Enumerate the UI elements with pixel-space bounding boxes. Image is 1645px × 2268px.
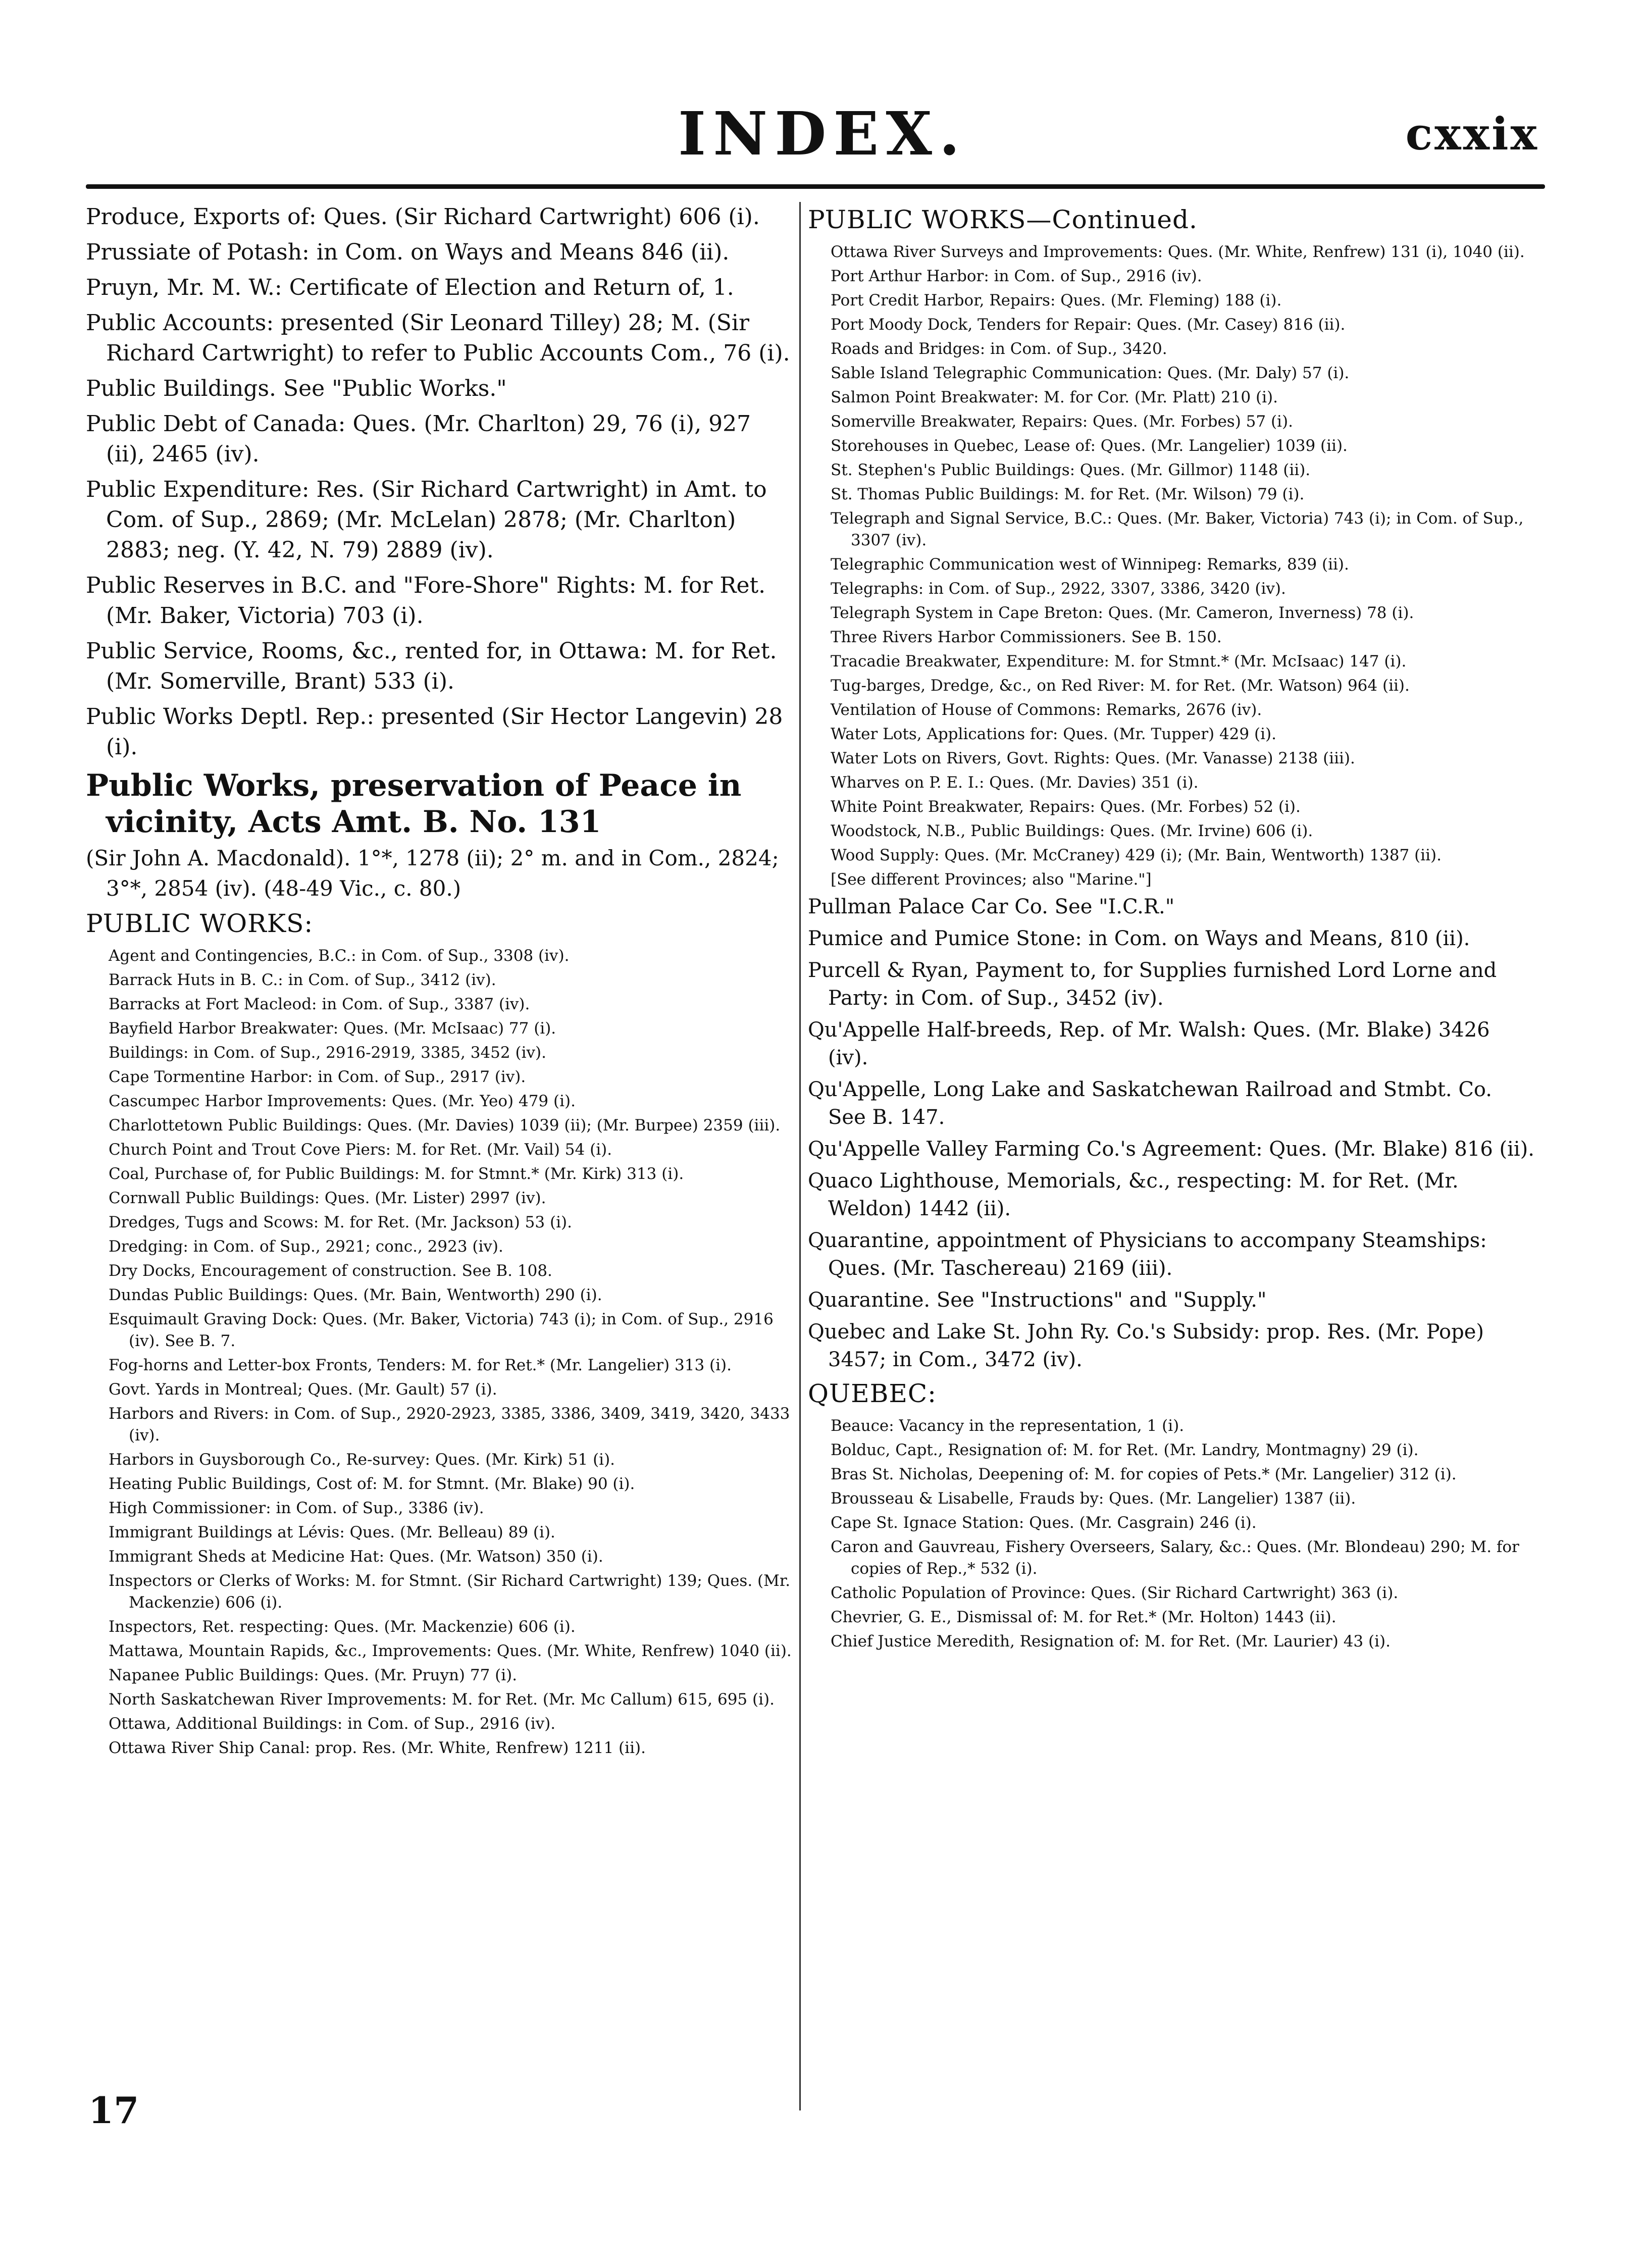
index-entry: Qu'Appelle, Long Lake and Saskatchewan Railroad and Stmbt. Co. See B. 147. [808, 1078, 1493, 1129]
list-item: Chevrier, G. E., Dismissal of: M. for Ret.* (Mr. Holton) 1443 (ii). [831, 1608, 1336, 1626]
index-entry: Purcell & Ryan, Payment to, for Supplies furnished Lord Lorne and Party: in Com. of Sup., 3452 (iv). [808, 959, 1497, 1010]
list-item: Harbors and Rivers: in Com. of Sup., 2920-2923, 3385, 3386, 3409, 3419, 3420, 3433 (iv). [109, 1405, 790, 1445]
list-item: Mattawa, Mountain Rapids, &c., Improvements: Ques. (Mr. White, Renfrew) 1040 (ii). [109, 1642, 792, 1660]
quebec-list [808, 1415, 1535, 1653]
list-item: Inspectors, Ret. respecting: Ques. (Mr. Mackenzie) 606 (i). [109, 1618, 576, 1636]
signature-mark: 17 [88, 2089, 139, 2132]
index-entry: Pumice and Pumice Stone: in Com. on Ways and Means, 810 (ii). [808, 927, 1470, 950]
list-item: Telegraphs: in Com. of Sup., 2922, 3307, 3386, 3420 (iv). [831, 580, 1286, 598]
index-entry: Public Debt of Canada: Ques. (Mr. Charlton) 29, 76 (i), 927 (ii), 2465 (iv). [86, 411, 751, 467]
list-item: Tug-barges, Dredge, &c., on Red River: M. for Ret. (Mr. Watson) 964 (ii). [831, 677, 1410, 695]
list-item: Coal, Purchase of, for Public Buildings: M. for Stmnt.* (Mr. Kirk) 313 (i). [109, 1165, 684, 1183]
public-works-continued-heading: PUBLIC WORKS—Continued. [808, 205, 1198, 234]
list-item: Cascumpec Harbor Improvements: Ques. (Mr. Yeo) 479 (i). [109, 1092, 576, 1110]
right-column [808, 202, 1535, 2217]
list-item: North Saskatchewan River Improvements: M. for Ret. (Mr. Mc Callum) 615, 695 (i). [109, 1690, 775, 1709]
list-item: Fog-horns and Letter-box Fronts, Tenders: M. for Ret.* (Mr. Langelier) 313 (i). [109, 1356, 732, 1374]
list-item: Bolduc, Capt., Resignation of: M. for Ret. (Mr. Landry, Montmagny) 29 (i). [831, 1441, 1419, 1459]
list-item: Immigrant Buildings at Lévis: Ques. (Mr. Belleau) 89 (i). [109, 1523, 555, 1541]
list-item: Ventilation of House of Commons: Remarks, 2676 (iv). [831, 701, 1262, 719]
list-item: Storehouses in Quebec, Lease of: Ques. (Mr. Langelier) 1039 (ii). [831, 437, 1348, 455]
index-entry: Prussiate of Potash: in Com. on Ways and Means 846 (ii). [86, 239, 730, 265]
list-item: Telegraph and Signal Service, B.C.: Ques. (Mr. Baker, Victoria) 743 (i); in Com. of Sup., 3307 (iv). [831, 509, 1524, 549]
list-item: High Commissioner: in Com. of Sup., 3386 (iv). [109, 1499, 484, 1517]
list-item: White Point Breakwater, Repairs: Ques. (Mr. Forbes) 52 (i). [831, 798, 1301, 816]
list-item: Brousseau & Lisabelle, Frauds by: Ques. (Mr. Langelier) 1387 (ii). [831, 1489, 1356, 1508]
list-item: Cornwall Public Buildings: Ques. (Mr. Lister) 2997 (iv). [109, 1189, 546, 1207]
list-item: Dry Docks, Encouragement of construction. See B. 108. [109, 1262, 552, 1280]
index-entry: Public Expenditure: Res. (Sir Richard Cartwright) in Amt. to Com. of Sup., 2869; (Mr. McLelan) 2878; (Mr. Charlton) 2883; neg. (Y. 42, N. 79) 2889 (iv). [86, 477, 767, 563]
mid-entries [808, 893, 1535, 1374]
list-item: St. Stephen's Public Buildings: Ques. (Mr. Gillmor) 1148 (ii). [831, 461, 1311, 479]
list-item: Catholic Population of Province: Ques. (Sir Richard Cartwright) 363 (i). [831, 1584, 1399, 1602]
public-works-list [86, 945, 793, 1759]
bill-title: Public Works, preservation of Peace in vicinity, Acts Amt. B. No. 131 [86, 768, 742, 840]
list-item: Telegraph System in Cape Breton: Ques. (Mr. Cameron, Inverness) 78 (i). [831, 604, 1414, 622]
list-item: Dredging: in Com. of Sup., 2921; conc., 2923 (iv). [109, 1238, 503, 1256]
list-item: Barracks at Fort Macleod: in Com. of Sup., 3387 (iv). [109, 995, 530, 1013]
list-item: Church Point and Trout Cove Piers: M. for Ret. (Mr. Vail) 54 (i). [109, 1141, 612, 1159]
page-number: cxxix [1405, 108, 1539, 160]
list-item: Chief Justice Meredith, Resignation of: M. for Ret. (Mr. Laurier) 43 (i). [831, 1632, 1391, 1651]
top-entries [86, 202, 793, 762]
column-divider [799, 202, 801, 2110]
index-entry: Quarantine. See "Instructions" and "Supply." [808, 1288, 1267, 1312]
index-entry: Public Buildings. See "Public Works." [86, 376, 507, 401]
cross-reference-note: [See different Provinces; also "Marine."] [831, 870, 1152, 889]
list-item: Harbors in Guysborough Co., Re-survey: Ques. (Mr. Kirk) 51 (i). [109, 1451, 615, 1469]
index-entry: Public Service, Rooms, &c., rented for, in Ottawa: M. for Ret. (Mr. Somerville, Brant) 533 (i). [86, 638, 777, 694]
bill-detail: (Sir John A. Macdonald). 1°*, 1278 (ii); 2° m. and in Com., 2824; 3°*, 2854 (iv). (48-49 Vic., c. 80.) [86, 846, 779, 901]
list-item: Salmon Point Breakwater: M. for Cor. (Mr. Platt) 210 (i). [831, 388, 1278, 406]
index-entry: Produce, Exports of: Ques. (Sir Richard Cartwright) 606 (i). [86, 204, 760, 230]
index-entry: Qu'Appelle Half-breeds, Rep. of Mr. Walsh: Ques. (Mr. Blake) 3426 (iv). [808, 1018, 1490, 1069]
list-item: Woodstock, N.B., Public Buildings: Ques. (Mr. Irvine) 606 (i). [831, 822, 1313, 840]
list-item: Water Lots, Applications for: Ques. (Mr. Tupper) 429 (i). [831, 725, 1276, 743]
list-item: Tracadie Breakwater, Expenditure: M. for Stmnt.* (Mr. McIsaac) 147 (i). [831, 652, 1407, 671]
list-item: Port Arthur Harbor: in Com. of Sup., 2916 (iv). [831, 267, 1202, 285]
index-entry: Public Works Deptl. Rep.: presented (Sir Hector Langevin) 28 (i). [86, 704, 783, 760]
left-column [86, 202, 793, 2217]
public-works-continued-list [808, 241, 1535, 891]
list-item: Wood Supply: Ques. (Mr. McCraney) 429 (i); (Mr. Bain, Wentworth) 1387 (ii). [831, 846, 1442, 864]
page-title: INDEX. [678, 98, 967, 169]
public-works-heading: PUBLIC WORKS: [86, 909, 314, 938]
list-item: Telegraphic Communication west of Winnipeg: Remarks, 839 (ii). [831, 555, 1349, 574]
list-item: Govt. Yards in Montreal; Ques. (Mr. Gault) 57 (i). [109, 1380, 497, 1399]
index-entry: Quarantine, appointment of Physicians to accompany Steamships: Ques. (Mr. Taschereau) 2169 (iii). [808, 1229, 1487, 1280]
list-item: Bayfield Harbor Breakwater: Ques. (Mr. McIsaac) 77 (i). [109, 1019, 556, 1038]
list-item: Esquimault Graving Dock: Ques. (Mr. Baker, Victoria) 743 (i); in Com. of Sup., 2916 (iv). See B. 7. [109, 1310, 774, 1350]
list-item: Roads and Bridges: in Com. of Sup., 3420. [831, 340, 1167, 358]
list-item: Barrack Huts in B. C.: in Com. of Sup., 3412 (iv). [109, 971, 496, 989]
list-item: Immigrant Sheds at Medicine Hat: Ques. (Mr. Watson) 350 (i). [109, 1548, 603, 1566]
list-item: Somerville Breakwater, Repairs: Ques. (Mr. Forbes) 57 (i). [831, 413, 1293, 431]
list-item: Three Rivers Harbor Commissioners. See B. 150. [831, 628, 1222, 646]
list-item: Bras St. Nicholas, Deepening of: M. for copies of Pets.* (Mr. Langelier) 312 (i). [831, 1465, 1457, 1483]
index-entry: Pullman Palace Car Co. See "I.C.R." [808, 895, 1175, 918]
list-item: Ottawa, Additional Buildings: in Com. of Sup., 2916 (iv). [109, 1715, 556, 1733]
list-item: Caron and Gauvreau, Fishery Overseers, Salary, &c.: Ques. (Mr. Blondeau) 290; M. for copies of Rep.,* 532 (i). [831, 1538, 1519, 1578]
list-item: Sable Island Telegraphic Communication: Ques. (Mr. Daly) 57 (i). [831, 364, 1350, 382]
index-entry: Qu'Appelle Valley Farming Co.'s Agreement: Ques. (Mr. Blake) 816 (ii). [808, 1138, 1535, 1161]
list-item: Buildings: in Com. of Sup., 2916-2919, 3385, 3452 (iv). [109, 1044, 546, 1062]
list-item: Port Credit Harbor, Repairs: Ques. (Mr. Fleming) 188 (i). [831, 291, 1282, 310]
list-item: Napanee Public Buildings: Ques. (Mr. Pruyn) 77 (i). [109, 1666, 518, 1684]
index-entry: Quebec and Lake St. John Ry. Co.'s Subsidy: prop. Res. (Mr. Pope) 3457; in Com., 3472 (iv). [808, 1320, 1484, 1371]
list-item: St. Thomas Public Buildings: M. for Ret. (Mr. Wilson) 79 (i). [831, 485, 1305, 503]
list-item: Port Moody Dock, Tenders for Repair: Ques. (Mr. Casey) 816 (ii). [831, 316, 1346, 334]
list-item: Wharves on P. E. I.: Ques. (Mr. Davies) 351 (i). [831, 774, 1199, 792]
index-entry: Quaco Lighthouse, Memorials, &c., respecting: M. for Ret. (Mr. Weldon) 1442 (ii). [808, 1169, 1459, 1220]
list-item: Beauce: Vacancy in the representation, 1 (i). [831, 1417, 1185, 1435]
list-item: Heating Public Buildings, Cost of: M. for Stmnt. (Mr. Blake) 90 (i). [109, 1475, 635, 1493]
list-item: Cape Tormentine Harbor: in Com. of Sup., 2917 (iv). [109, 1068, 526, 1086]
header-rule [86, 184, 1545, 189]
list-item: Ottawa River Surveys and Improvements: Ques. (Mr. White, Renfrew) 131 (i), 1040 (ii). [831, 243, 1525, 261]
list-item: Charlottetown Public Buildings: Ques. (Mr. Davies) 1039 (ii); (Mr. Burpee) 2359 (iii). [109, 1116, 781, 1135]
list-item: Inspectors or Clerks of Works: M. for Stmnt. (Sir Richard Cartwright) 139; Ques. (Mr. Mackenzie) 606 (i). [109, 1572, 791, 1612]
list-item: Dundas Public Buildings: Ques. (Mr. Bain, Wentworth) 290 (i). [109, 1286, 602, 1304]
list-item: Dredges, Tugs and Scows: M. for Ret. (Mr. Jackson) 53 (i). [109, 1213, 572, 1231]
index-entry: Public Reserves in B.C. and "Fore-Shore" Rights: M. for Ret. (Mr. Baker, Victoria) 703 (i). [86, 573, 766, 629]
list-item: Water Lots on Rivers, Govt. Rights: Ques. (Mr. Vanasse) 2138 (iii). [831, 749, 1355, 767]
list-item: Agent and Contingencies, B.C.: in Com. of Sup., 3308 (iv). [109, 947, 570, 965]
quebec-heading: QUEBEC: [808, 1379, 937, 1408]
index-entry: Public Accounts: presented (Sir Leonard Tilley) 28; M. (Sir Richard Cartwright) to refer to Public Accounts Com., 76 (i). [86, 310, 790, 366]
list-item: Cape St. Ignace Station: Ques. (Mr. Casgrain) 246 (i). [831, 1514, 1257, 1532]
page-header [0, 0, 1645, 192]
list-item: Ottawa River Ship Canal: prop. Res. (Mr. White, Renfrew) 1211 (ii). [109, 1739, 646, 1757]
index-entry: Pruyn, Mr. M. W.: Certificate of Election and Return of, 1. [86, 275, 734, 300]
